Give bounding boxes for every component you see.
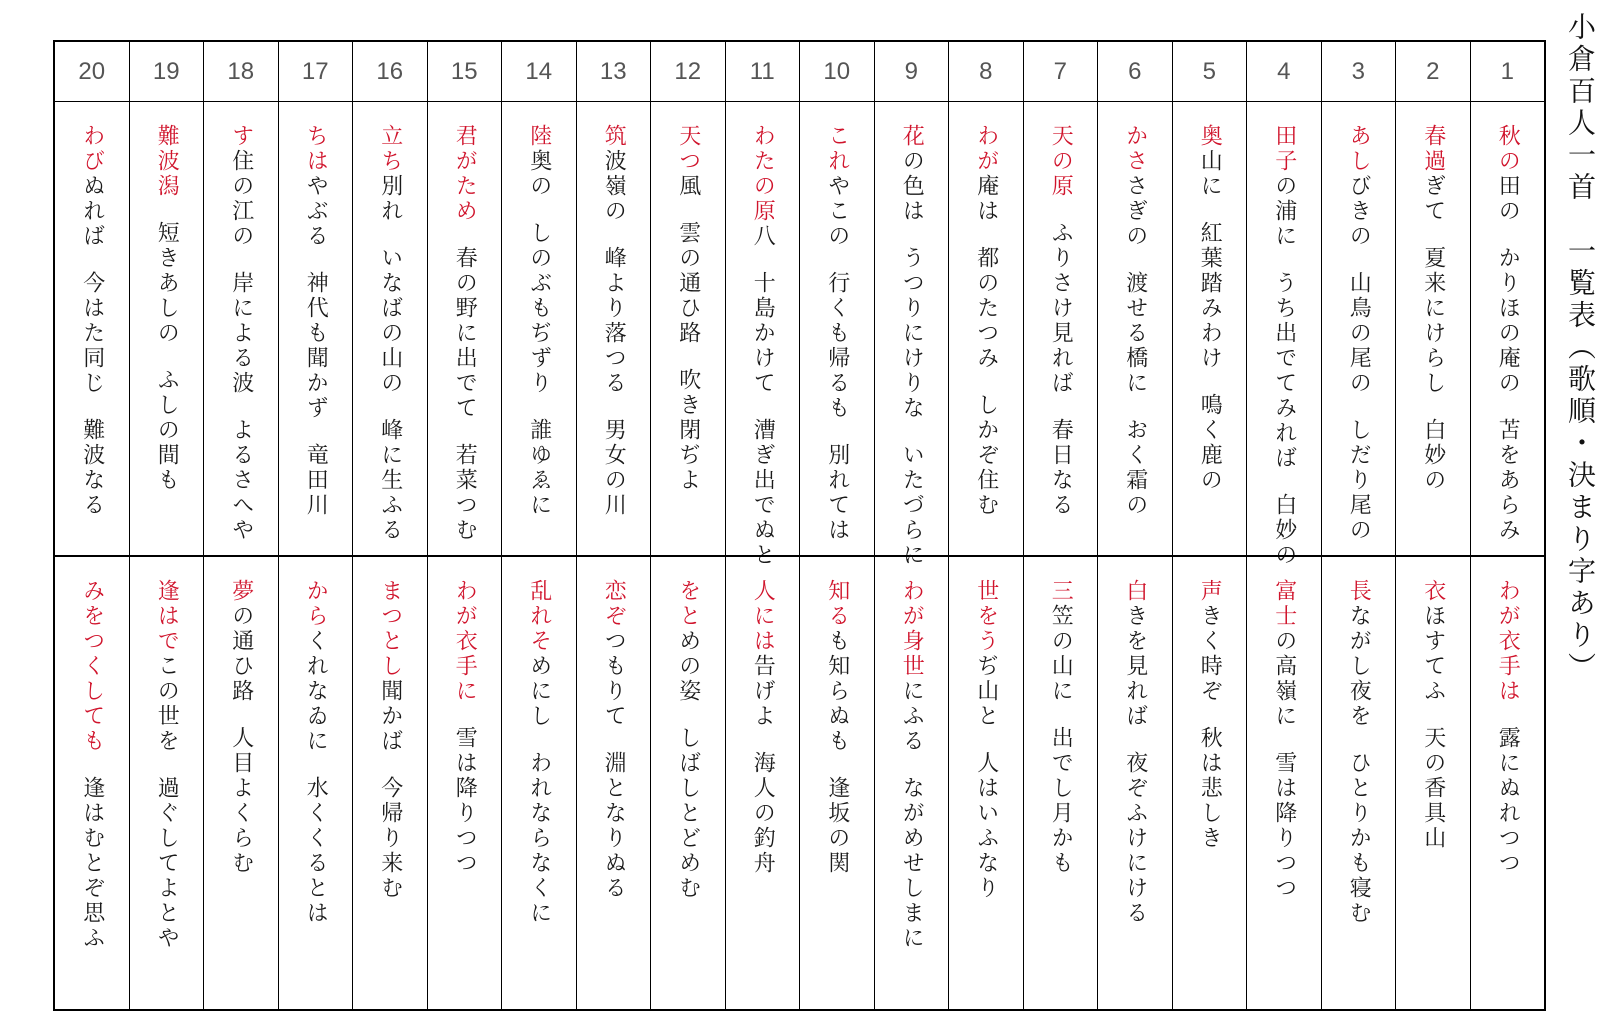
kimariji-lower: わが身世 — [899, 578, 925, 679]
upper-line-3: 難波なる — [79, 418, 105, 518]
upper-verse — [502, 102, 576, 555]
poem-number: 9 — [875, 42, 949, 102]
poem-column — [352, 42, 427, 1009]
poem-column — [1023, 42, 1098, 1009]
upper-verse — [1098, 102, 1172, 555]
upper-line-2: 峰より落つる — [601, 246, 627, 396]
upper-line-1-rest: 田の — [1495, 174, 1521, 224]
kimariji-upper: 陸 — [526, 124, 552, 149]
kimariji-upper: 秋の — [1495, 124, 1521, 174]
upper-line-2: 渡せる橋に — [1122, 271, 1148, 396]
lower-verse — [1471, 555, 1545, 1010]
poem-column — [501, 42, 576, 1009]
lower-line-1-rest: つもりて — [601, 628, 627, 729]
upper-line-3: 峰に生ふる — [377, 418, 403, 543]
upper-line-2: かりほの庵の — [1495, 246, 1521, 396]
poem-column — [799, 42, 874, 1009]
upper-verse — [875, 102, 949, 568]
upper-line-1-rest: 八 — [750, 224, 776, 249]
kimariji-upper: 君がため — [452, 124, 478, 224]
lower-line-2: 出でし月かも — [1048, 725, 1074, 876]
kimariji-upper: 奥 — [1197, 124, 1223, 149]
upper-line-1-rest: 山に — [1197, 149, 1223, 199]
lower-line-1-rest: ぢ山と — [973, 653, 999, 729]
kimariji-upper: す — [228, 124, 254, 149]
poem-column — [55, 42, 129, 1009]
upper-line-1-rest: 奥の — [526, 149, 552, 199]
poem-column — [874, 42, 949, 1009]
poem-number: 1 — [1471, 42, 1545, 102]
kimariji-upper: 立ち — [377, 124, 403, 174]
upper-line-3: しかぞ住む — [973, 393, 999, 518]
upper-verse — [1322, 102, 1396, 555]
kimariji-upper: あし — [1346, 124, 1372, 174]
kimariji-upper: かさ — [1122, 124, 1148, 174]
lower-line-2: 秋は悲しき — [1197, 725, 1223, 851]
kimariji-lower: 白 — [1122, 578, 1148, 604]
lower-verse — [651, 555, 725, 1010]
poem-number: 13 — [577, 42, 651, 102]
upper-verse — [279, 102, 353, 555]
poem-column — [129, 42, 204, 1009]
kimariji-upper: わび — [79, 124, 105, 174]
upper-line-2: 神代も聞かず — [303, 271, 329, 421]
lower-verse — [279, 555, 353, 1010]
upper-verse — [353, 102, 427, 555]
page-title: 小倉百人一首 一覧表（歌順・決まり字あり） — [1564, 12, 1597, 684]
lower-line-2: 雪は降りつつ — [1271, 750, 1297, 901]
kimariji-lower: から — [303, 578, 329, 629]
lower-verse — [55, 555, 129, 1010]
upper-line-1-rest: やぶる — [303, 174, 329, 249]
upper-line-1-rest: 別れ — [377, 174, 403, 224]
lower-line-2: 水くくるとは — [303, 775, 329, 926]
upper-verse — [800, 102, 874, 555]
upper-verse — [1471, 102, 1545, 555]
poem-number: 2 — [1396, 42, 1470, 102]
lower-verse — [1247, 555, 1321, 1010]
upper-line-3: 苫をあらみ — [1495, 418, 1521, 543]
lower-verse — [1098, 555, 1172, 1010]
poem-number: 18 — [204, 42, 278, 102]
poem-column — [1470, 42, 1545, 1009]
kimariji-upper: 花 — [899, 124, 925, 149]
upper-line-2: 行くも帰るも — [824, 271, 850, 421]
upper-line-1-rest: 住の江の — [228, 149, 254, 249]
lower-line-2: ながめせしまに — [899, 775, 925, 951]
poem-number: 3 — [1322, 42, 1396, 102]
poem-number: 4 — [1247, 42, 1321, 102]
kimariji-lower: わが衣手に — [452, 578, 478, 704]
upper-line-1-rest: やこの — [824, 174, 850, 249]
kimariji-lower: 人には — [750, 578, 776, 654]
poem-number: 20 — [55, 42, 129, 102]
kimariji-lower: みをつくしても — [79, 578, 105, 754]
poem-column — [1172, 42, 1247, 1009]
lower-verse — [949, 555, 1023, 1010]
poem-number: 17 — [279, 42, 353, 102]
upper-line-3: 鳴く鹿の — [1197, 393, 1223, 493]
poem-column — [948, 42, 1023, 1009]
upper-verse — [204, 102, 278, 555]
lower-verse — [428, 555, 502, 1010]
lower-verse — [1173, 555, 1247, 1010]
kimariji-lower: わが衣手は — [1495, 578, 1521, 704]
upper-line-3: おく霜の — [1122, 418, 1148, 518]
lower-line-2: 人はいふなり — [973, 750, 999, 901]
poem-number: 6 — [1098, 42, 1172, 102]
kimariji-lower: 夢 — [228, 578, 254, 604]
kimariji-lower: 富士 — [1271, 578, 1297, 629]
poem-column — [576, 42, 651, 1009]
kimariji-upper: これ — [824, 124, 850, 174]
upper-verse — [651, 102, 725, 555]
poem-number: 11 — [726, 42, 800, 102]
upper-verse — [130, 102, 204, 555]
upper-line-3: 誰ゆゑに — [526, 418, 552, 518]
upper-verse — [1173, 102, 1247, 555]
poem-number: 8 — [949, 42, 1023, 102]
poem-table — [53, 40, 1546, 1011]
upper-line-2: うつりにけりな — [899, 246, 925, 421]
kimariji-upper: わが — [973, 124, 999, 174]
lower-verse — [502, 555, 576, 1010]
lower-line-2: 夜ぞふけにける — [1122, 750, 1148, 926]
kimariji-upper: わたの原 — [750, 124, 776, 224]
poem-column — [1246, 42, 1321, 1009]
lower-verse — [1024, 555, 1098, 1010]
lower-line-1-rest: きく時ぞ — [1197, 603, 1223, 704]
upper-line-3: よるさへや — [228, 418, 254, 543]
upper-line-2: 今はた同じ — [79, 271, 105, 396]
upper-line-2: 紅葉踏みわけ — [1197, 221, 1223, 371]
upper-line-3: 竜田川 — [303, 443, 329, 518]
lower-line-2: 露にぬれつつ — [1495, 725, 1521, 876]
upper-verse — [1247, 102, 1321, 568]
upper-line-2: 短きあしの — [154, 221, 180, 346]
upper-line-3: しだり尾の — [1346, 418, 1372, 543]
upper-line-2: 十島かけて — [750, 271, 776, 396]
lower-line-1-rest: ほすてふ — [1420, 603, 1446, 704]
upper-line-1-rest: 風 — [675, 174, 701, 199]
kimariji-lower: 声 — [1197, 578, 1223, 604]
upper-line-1-rest: 庵は — [973, 174, 999, 224]
kimariji-lower: 長 — [1346, 578, 1372, 604]
upper-line-2: 都のたつみ — [973, 246, 999, 371]
upper-line-1-rest: びきの — [1346, 174, 1372, 249]
upper-line-3: 白妙の — [1420, 418, 1446, 493]
lower-verse — [353, 555, 427, 1010]
poem-column — [1395, 42, 1470, 1009]
kimariji-lower: 知る — [824, 578, 850, 629]
upper-verse — [55, 102, 129, 555]
lower-line-1-rest: めにし — [526, 653, 552, 729]
poem-column — [203, 42, 278, 1009]
upper-line-3: 白妙の — [1271, 493, 1297, 568]
upper-verse — [577, 102, 651, 555]
upper-line-2: いなばの山の — [377, 246, 403, 396]
upper-verse — [1396, 102, 1470, 555]
kimariji-upper: 田子 — [1271, 124, 1297, 174]
kimariji-lower: 恋ぞ — [601, 578, 627, 629]
upper-line-3: 男女の川 — [601, 418, 627, 518]
lower-line-1-rest: めの姿 — [675, 628, 701, 704]
kimariji-lower: 乱れそ — [526, 578, 552, 654]
poem-column — [1321, 42, 1396, 1009]
kimariji-lower: まつとし — [377, 578, 403, 679]
upper-line-3: 漕ぎ出でぬと — [750, 418, 776, 568]
upper-line-2: ふりさけ見れば — [1048, 221, 1074, 396]
lower-line-2: 人目よくらむ — [228, 725, 254, 876]
kimariji-lower: 世をう — [973, 578, 999, 654]
upper-verse — [428, 102, 502, 555]
upper-line-2: 夏来にけらし — [1420, 246, 1446, 396]
upper-line-3: いたづらに — [899, 443, 925, 568]
lower-line-1-rest: の高嶺に — [1271, 628, 1297, 729]
kimariji-lower: 三 — [1048, 578, 1074, 604]
poem-number: 7 — [1024, 42, 1098, 102]
upper-line-2: 春の野に出でて — [452, 246, 478, 421]
poem-column — [427, 42, 502, 1009]
kimariji-upper: 天つ — [675, 124, 701, 174]
upper-line-1-rest: 波嶺の — [601, 149, 627, 224]
kimariji-upper: 天の原 — [1048, 124, 1074, 199]
poem-columns — [55, 42, 1544, 1009]
lower-line-1-rest: この世を — [154, 653, 180, 754]
lower-line-2: 過ぐしてよとや — [154, 775, 180, 951]
poem-column — [725, 42, 800, 1009]
poem-number: 5 — [1173, 42, 1247, 102]
poem-number: 15 — [428, 42, 502, 102]
upper-line-3: 別れては — [824, 443, 850, 543]
lower-line-2: しばしとどめむ — [675, 725, 701, 901]
kimariji-lower: 逢はで — [154, 578, 180, 654]
poem-column — [1097, 42, 1172, 1009]
lower-line-2: 天の香具山 — [1420, 725, 1446, 851]
lower-verse — [577, 555, 651, 1010]
kimariji-lower: 衣 — [1420, 578, 1446, 604]
upper-line-3: 若菜つむ — [452, 443, 478, 543]
poem-number: 19 — [130, 42, 204, 102]
upper-line-2: 山鳥の尾の — [1346, 271, 1372, 396]
lower-line-1-rest: 告げよ — [750, 653, 776, 729]
lower-line-2: ひとりかも寝む — [1346, 750, 1372, 926]
poem-number: 14 — [502, 42, 576, 102]
kimariji-upper: 難波潟 — [154, 124, 180, 199]
lower-line-1-rest: にふる — [899, 678, 925, 754]
lower-line-2: 逢はむとぞ思ふ — [79, 775, 105, 951]
lower-line-2: 今帰り来む — [377, 775, 403, 901]
lower-line-2: 海人の釣舟 — [750, 750, 776, 876]
upper-line-2: うち出でてみれば — [1271, 271, 1297, 471]
upper-line-1-rest: ぬれば — [79, 174, 105, 249]
lower-verse — [130, 555, 204, 1010]
lower-verse — [726, 555, 800, 1010]
lower-line-2: 淵となりぬる — [601, 750, 627, 901]
upper-line-1-rest: ぎて — [1420, 174, 1446, 224]
poem-number: 12 — [651, 42, 725, 102]
lower-line-2: 雪は降りつつ — [452, 725, 478, 876]
lower-line-1-rest: の通ひ路 — [228, 603, 254, 704]
kimariji-upper: 筑 — [601, 124, 627, 149]
upper-line-3: 吹き閉ぢよ — [675, 368, 701, 493]
lower-verse — [1322, 555, 1396, 1010]
kimariji-upper: ちは — [303, 124, 329, 174]
upper-line-1-rest: の色は — [899, 149, 925, 224]
poem-number: 10 — [800, 42, 874, 102]
upper-verse — [726, 102, 800, 568]
lower-line-2: 逢坂の関 — [824, 775, 850, 876]
lower-line-2: われならなくに — [526, 750, 552, 926]
upper-line-2: 岸による波 — [228, 271, 254, 396]
kimariji-lower: をと — [675, 578, 701, 629]
poem-column — [278, 42, 353, 1009]
lower-line-1-rest: も知らぬも — [824, 628, 850, 754]
upper-line-2: 雲の通ひ路 — [675, 221, 701, 346]
lower-line-1-rest: ながし夜を — [1346, 603, 1372, 729]
lower-line-1-rest: くれなゐに — [303, 628, 329, 754]
lower-line-1-rest: きを見れば — [1122, 603, 1148, 729]
lower-verse — [875, 555, 949, 1010]
lower-line-1-rest: 笠の山に — [1048, 603, 1074, 704]
upper-verse — [1024, 102, 1098, 555]
poem-number: 16 — [353, 42, 427, 102]
lower-verse — [204, 555, 278, 1010]
upper-line-2: しのぶもぢずり — [526, 221, 552, 396]
lower-line-1-rest: 聞かば — [377, 678, 403, 754]
upper-line-1-rest: さぎの — [1122, 174, 1148, 249]
lower-verse — [800, 555, 874, 1010]
upper-line-1-rest: の浦に — [1271, 174, 1297, 249]
kimariji-upper: 春過 — [1420, 124, 1446, 174]
poem-column — [650, 42, 725, 1009]
upper-line-3: ふしの間も — [154, 368, 180, 493]
upper-verse — [949, 102, 1023, 555]
lower-verse — [1396, 555, 1470, 1010]
upper-line-3: 春日なる — [1048, 418, 1074, 518]
